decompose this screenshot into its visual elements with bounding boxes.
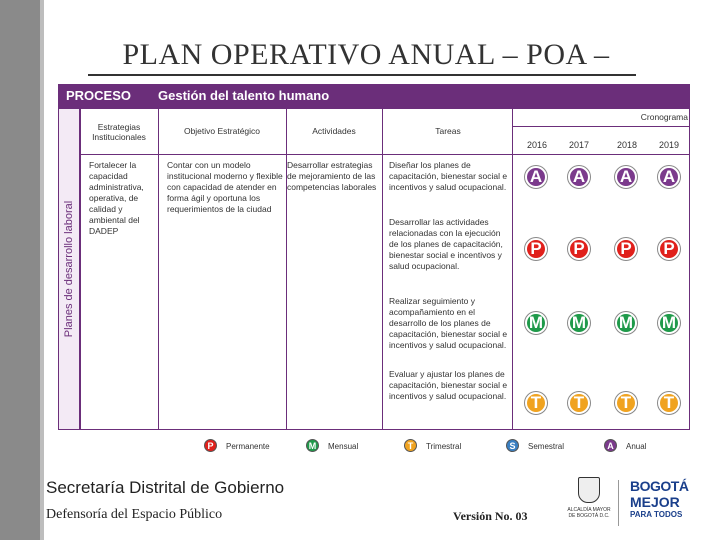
header-estrategias: Estrategias Institucionales [92, 122, 146, 143]
tarea-cell-4: Evaluar y ajustar los planes de capacitación, bienestar social e incentivos y salud ocupacional. [389, 369, 508, 402]
schedule-badge-a: A [568, 166, 590, 188]
schedule-badge-p: P [525, 238, 547, 260]
legend-badge-m: M [306, 439, 319, 452]
bogota-logo-line2: MEJOR [630, 494, 680, 510]
col-divider [512, 108, 513, 430]
header-objetivo: Objetivo Estratégico [183, 126, 261, 136]
estrategia-cell: Fortalecer la capacidad administrativa, operativa, de calidad y ambiental del DADEP [89, 160, 144, 237]
year-2019: 2019 [658, 140, 680, 150]
page-title: PLAN OPERATIVO ANUAL – POA – [122, 38, 610, 71]
schedule-badge-t: T [615, 392, 637, 414]
poa-table [80, 108, 690, 430]
year-2017: 2017 [568, 140, 590, 150]
schedule-badge-a: A [658, 166, 680, 188]
legend-label: Anual [626, 442, 647, 451]
col-divider [382, 108, 383, 430]
schedule-badge-t: T [658, 392, 680, 414]
row-divider [80, 154, 690, 155]
footer-version: Versión No. 03 [453, 509, 528, 523]
legend-label: Semestral [528, 442, 565, 451]
schedule-badge-m: M [525, 312, 547, 334]
left-decorative-bar [0, 0, 40, 540]
legend-badge-s: S [506, 439, 519, 452]
col-divider [689, 108, 690, 430]
schedule-badge-m: M [658, 312, 680, 334]
process-label: PROCESO [66, 88, 132, 103]
schedule-badge-t: T [568, 392, 590, 414]
header-tareas: Tareas [435, 126, 461, 136]
tarea-cell-1: Diseñar los planes de capacitación, bienestar social e incentivos y salud ocupacional. [389, 160, 508, 193]
process-header [58, 84, 690, 108]
legend-label: Permanente [226, 442, 270, 451]
objetivo-cell: Contar con un modelo institucional moderno y flexible con capacidad de atender en forma ágil y oportuna los requerimientos de la ciudad [167, 160, 283, 215]
bogota-logo-line1: BOGOTÁ [630, 478, 689, 494]
footer-subtitle: Defensoría del Espacio Público [46, 507, 223, 522]
actividad-cell: Desarrollar estrategias de mejoramiento de las competencias laborales [287, 160, 377, 193]
legend-label: Mensual [328, 442, 359, 451]
legend-label: Trimestral [426, 442, 462, 451]
header-actividades: Actividades [312, 126, 356, 136]
alcaldia-logo [566, 477, 612, 531]
logo-divider [618, 480, 619, 526]
bogota-logo [630, 478, 700, 519]
legend-badge-t: T [404, 439, 417, 452]
schedule-badge-m: M [615, 312, 637, 334]
year-2016: 2016 [526, 140, 548, 150]
shield-icon [578, 477, 600, 503]
vertical-label: Planes de desarrollo laboral [63, 200, 75, 338]
schedule-badge-p: P [658, 238, 680, 260]
schedule-badge-p: P [615, 238, 637, 260]
bogota-logo-line3: PARA TODOS [630, 510, 683, 519]
footer-title: Secretaría Distrital de Gobierno [46, 478, 285, 497]
alcaldia-logo-text: ALCALDÍA MAYOR DE BOGOTÁ D.C. [567, 507, 611, 519]
col-divider [158, 108, 159, 430]
schedule-badge-m: M [568, 312, 590, 334]
tarea-cell-2: Desarrollar las actividades relacionadas con la ejecución de los planes de capacitación, bienestar social e incentivos y salud ocupacional. [389, 217, 503, 272]
row-divider [80, 108, 690, 109]
vertical-label-box [58, 108, 80, 430]
row-divider [512, 126, 690, 127]
header-cronograma: Cronograma [640, 112, 688, 122]
schedule-badge-a: A [525, 166, 547, 188]
row-divider [80, 429, 690, 430]
col-divider [286, 108, 287, 430]
tarea-cell-3: Realizar seguimiento y acompañamiento en el desarrollo de los planes de capacitación, bienestar social e incentivos y salud ocupacional. [389, 296, 508, 351]
legend-badge-p: P [204, 439, 217, 452]
title-underline [88, 74, 636, 76]
process-value: Gestión del talento humano [158, 88, 330, 103]
schedule-badge-p: P [568, 238, 590, 260]
legend-badge-a: A [604, 439, 617, 452]
schedule-badge-t: T [525, 392, 547, 414]
schedule-badge-a: A [615, 166, 637, 188]
col-divider [80, 108, 81, 430]
year-2018: 2018 [616, 140, 638, 150]
left-decorative-stripe [40, 0, 44, 540]
